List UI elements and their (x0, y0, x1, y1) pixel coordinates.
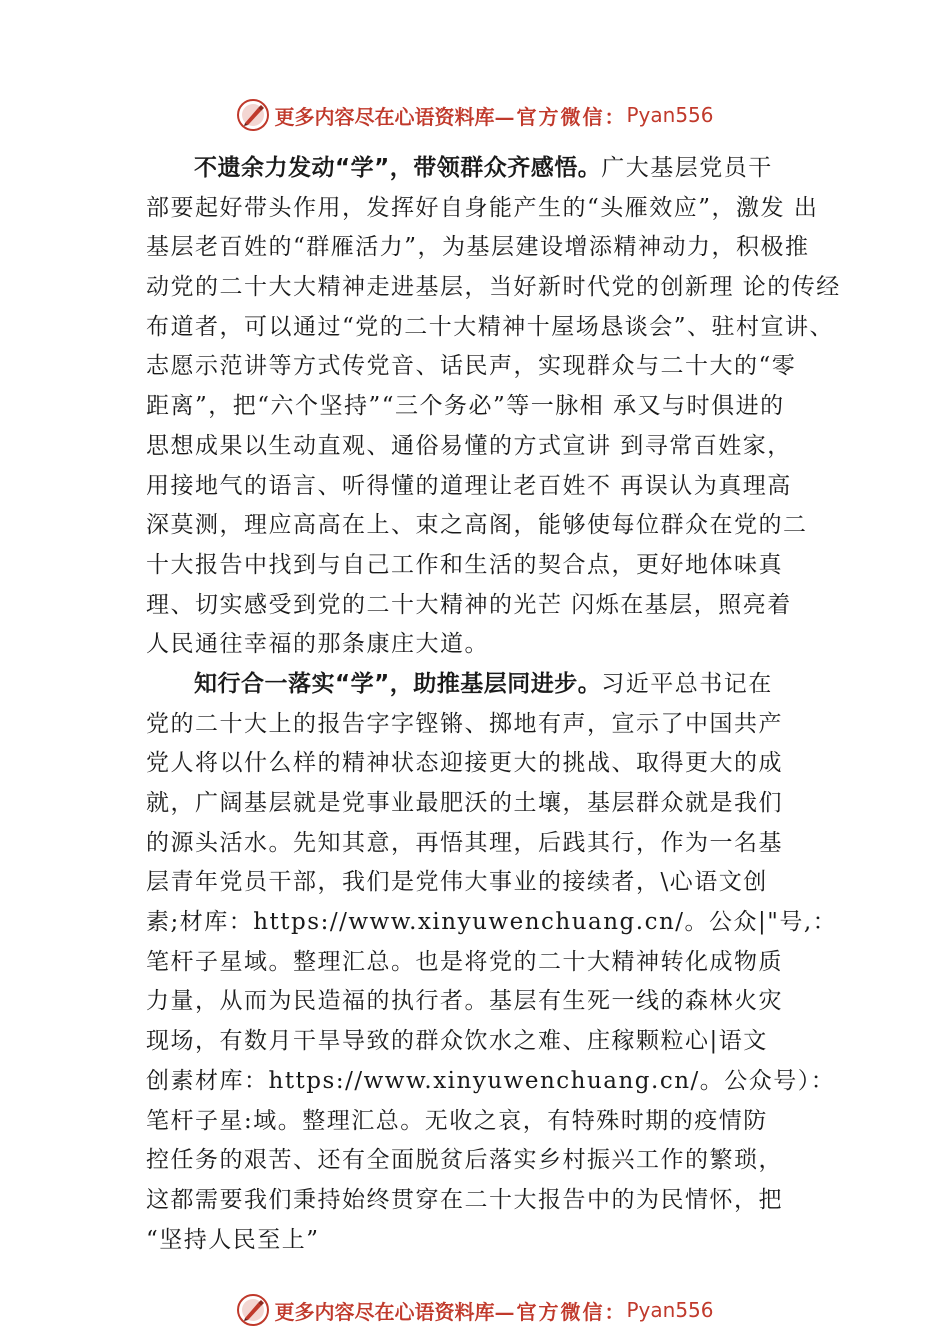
text-line: 人民通往幸福的那条康庄大道。 (146, 631, 489, 658)
paragraph-first-line (146, 149, 836, 189)
paragraph-first-line (146, 665, 836, 705)
text-line: 笔杆子星:域。整理汇总。无收之哀，有特殊时期的疫情防 (146, 1107, 768, 1134)
paragraph-text: 习近平总书记在 (601, 670, 773, 697)
watermark-brand: 更多内容尽在心语资料库 (274, 1299, 495, 1324)
header-watermark (0, 95, 950, 135)
text-line: 部要起好带头作用，发挥好自身能产生的“头雁效应”，激发 出 (146, 194, 819, 221)
watermark-wechat-id: Pyan556 (626, 103, 714, 127)
pen-logo-icon (236, 98, 270, 132)
text-line: 就，广阔基层就是党事业最肥沃的土壤，基层群众就是我们 (146, 790, 783, 816)
watermark-wechat-id: Pyan556 (626, 1298, 714, 1322)
footer-watermark (0, 1290, 950, 1330)
text-line: 现场，有数月干旱导致的群众饮水之难、庄稼颗粒心|语文 (146, 1028, 768, 1055)
text-line: 党人将以什么样的精神状态迎接更大的挑战、取得更大的成 (146, 750, 783, 777)
text-line: 控任务的艰苦、还有全面脱贫后落实乡村振兴工作的繁琐， (146, 1147, 783, 1174)
paragraph-2 (146, 665, 836, 1260)
paragraph-text: 广大基层党员干 (601, 155, 773, 181)
text-line: 思想成果以生动直观、通俗易懂的方式宣讲 到寻常百姓家， (146, 432, 792, 459)
watermark-official-label: —官方微信： (494, 1299, 627, 1324)
paragraph-1 (146, 149, 841, 665)
paragraph-lead: 不遗余力发动“学”，带领群众齐感悟。 (194, 155, 602, 181)
text-line: 创素材库：https://www.xinyuwenchuang.cn/。公众号）： (146, 1067, 836, 1094)
text-line: 党的二十大上的报告字字铿锵、掷地有声，宣示了中国共产 (146, 710, 783, 737)
text-line: 的源头活水。先知其意，再悟其理，后践其行，作为一名基 (146, 829, 783, 856)
text-line: 笔杆子星域。整理汇总。也是将党的二十大精神转化成物质 (146, 948, 783, 975)
document-body (146, 149, 841, 1260)
text-line: 十大报告中找到与自己工作和生活的契合点，更好地体味真 (146, 551, 783, 578)
paragraph-lead: 知行合一落实“学”，助推基层同进步。 (194, 670, 602, 697)
text-line: 层青年党员干部，我们是党伟大事业的接续者，\心语文创 (146, 869, 768, 896)
text-line: 动党的二十大大精神走进基层，当好新时代党的创新理 论的传经 (146, 274, 841, 301)
text-line: 力量，从而为民造福的执行者。基层有生死一线的森林火灾 (146, 988, 783, 1015)
text-line: 距离”，把“六个坚持”“三个务必”等一脉相 承又与时俱进的 (146, 393, 785, 420)
watermark-brand: 更多内容尽在心语资料库 (274, 104, 495, 129)
text-line: “坚持人民至上” (146, 1226, 320, 1253)
text-line: 这都需要我们秉持始终贯穿在二十大报告中的为民情怀，把 (146, 1186, 783, 1213)
text-line: 深莫测，理应高高在上、束之高阁，能够使每位群众在党的二 (146, 512, 808, 539)
text-line: 用接地气的语言、听得懂的道理让老百姓不 再误认为真理高 (146, 472, 792, 499)
text-line: 理、切实感受到党的二十大精神的光芒 闪烁在基层，照亮着 (146, 591, 792, 618)
text-line: 志愿示范讲等方式传党音、话民声，实现群众与二十大的“零 (146, 353, 797, 380)
text-line: 素;材库：https://www.xinyuwenchuang.cn/。公众|"号,： (146, 909, 838, 936)
pen-logo-icon (236, 1293, 270, 1327)
text-line: 基层老百姓的“群雁活力”，为基层建设增添精神动力，积极推 (146, 234, 810, 261)
text-line: 布道者，可以通过“党的二十大精神十屋场恳谈会”、驻村宣讲、 (146, 313, 835, 340)
watermark-official-label: —官方微信： (494, 104, 627, 129)
